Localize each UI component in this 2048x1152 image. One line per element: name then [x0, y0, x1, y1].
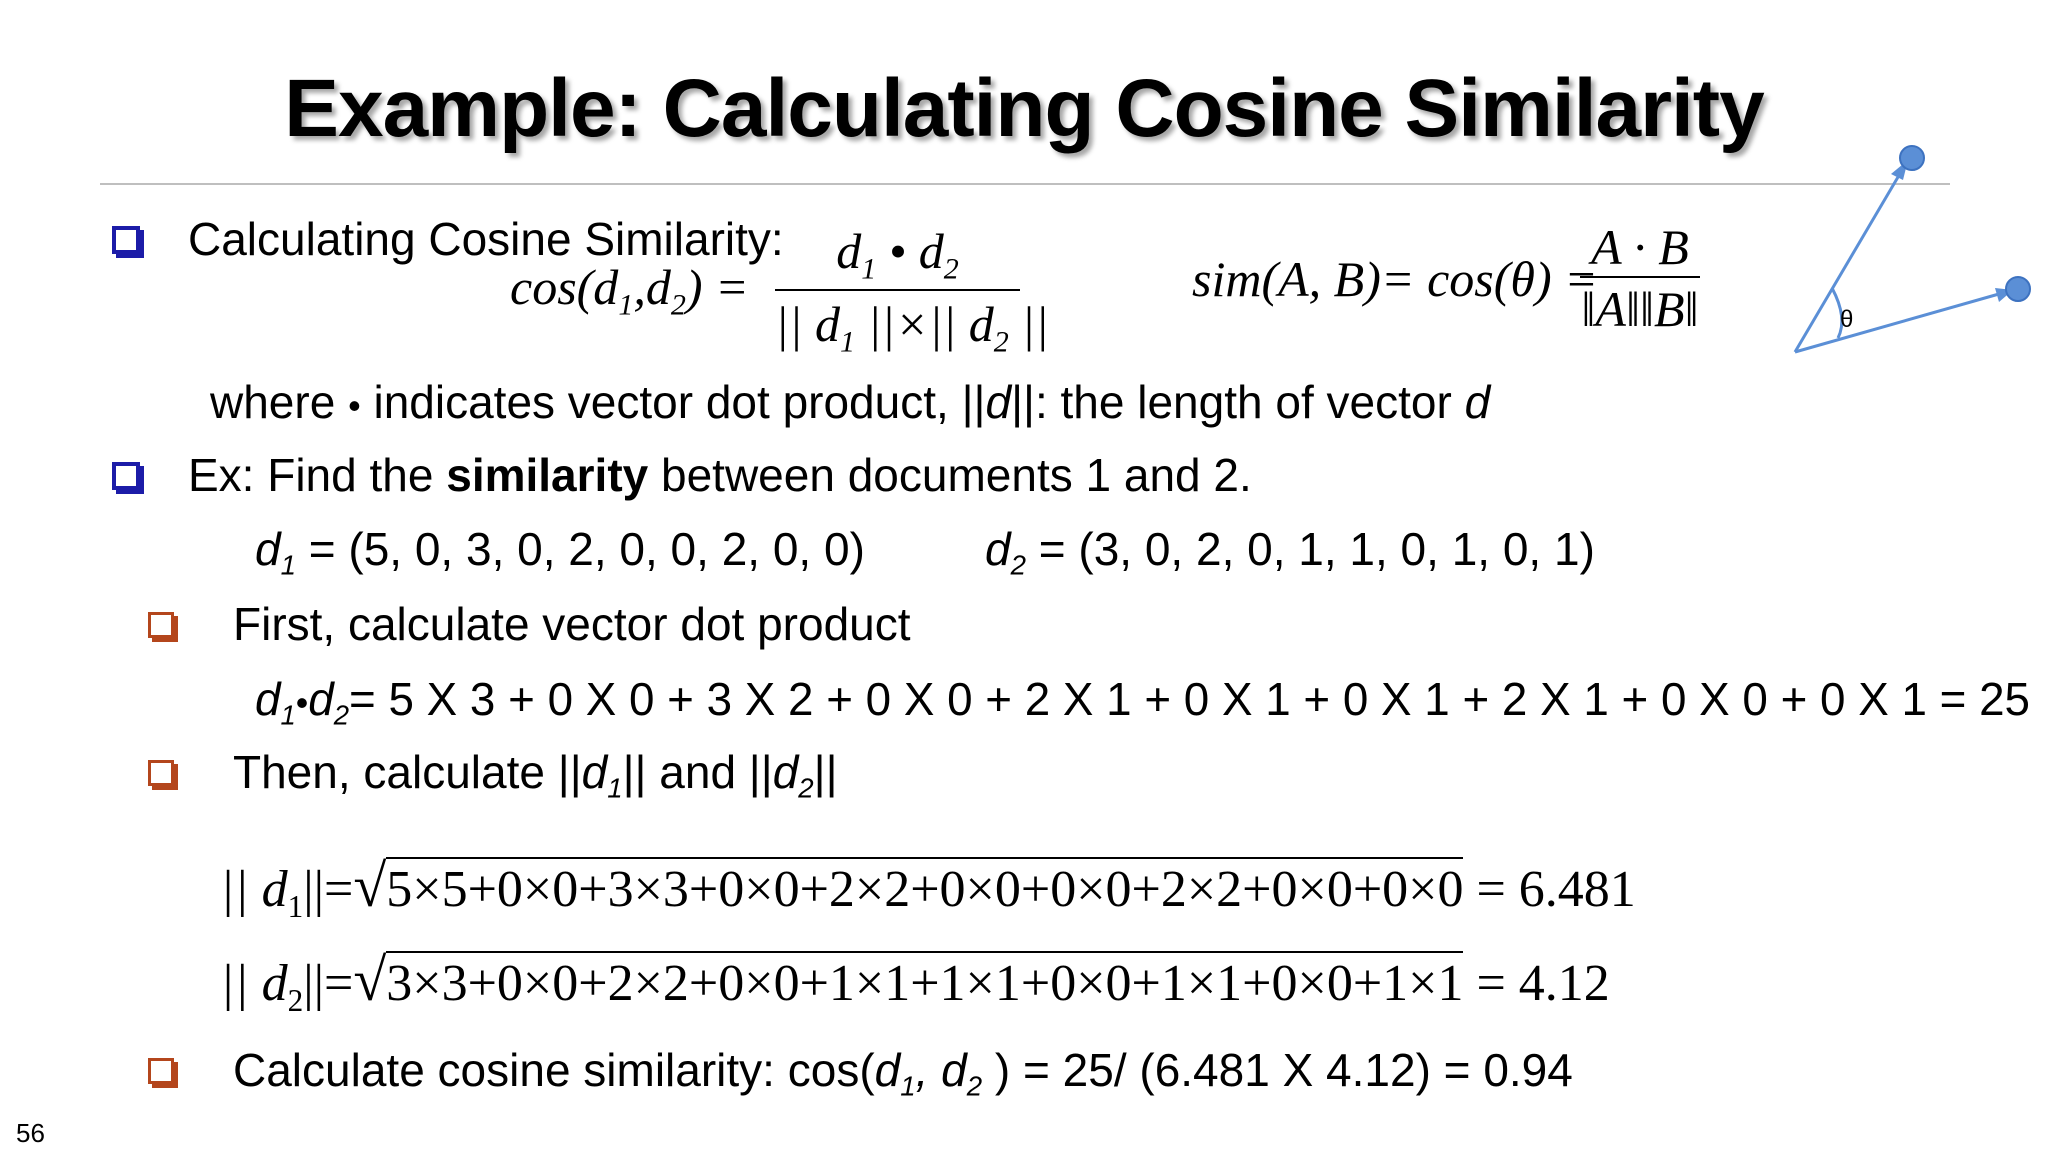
norm-d2-radicand: 3×3+0×0+2×2+0×0+1×1+1×1+0×0+1×1+0×0+1×1	[386, 951, 1463, 1012]
cosine-numerator: $d_1$ • $d_2$	[836, 223, 959, 286]
cosine-formula-fraction	[775, 222, 1049, 359]
d1-vector: $d_1 = (5$, 0, 3, 0, 2, 0, 0, 2, 0, 0)	[255, 523, 865, 581]
vector-a-endpoint	[1900, 146, 1924, 170]
norm-d1-equation: || $d_1||=√5\times 5+0\times 0+3\times 3+0\times 0+2\times 2+0\times 0+0\times 0+2\times 2+0\times 0+0\times 0 = 6.481$	[220, 853, 1636, 924]
norm-d1-radicand: 5×5+0×0+3×3+0×0+2×2+0×0+0×0+2×2+0×0+0×0	[386, 857, 1463, 918]
sim-numerator: A · B	[1591, 219, 1689, 275]
sim-denominator: ‖A‖‖B‖	[1580, 276, 1700, 338]
d2-vector: $d_2 = (3$, 0, 2, 0, 1, 1, 0, 1, 0, 1)	[985, 523, 1595, 581]
sim-formula-lhs: sim(A, B)= cos(θ) =	[1192, 251, 1598, 307]
norm-d1-result: = 6.481	[1476, 861, 1636, 918]
cos-lhs-d2: d	[645, 259, 671, 315]
title-divider	[100, 183, 1950, 185]
page-number: 56	[16, 1118, 45, 1148]
angle-label: θ	[1840, 306, 1854, 333]
cos-lhs-text: cos(d	[510, 259, 619, 315]
cosine-formula-lhs: $\cos(d_1,d_2)$ =	[510, 259, 749, 322]
cosine-denominator: || $d_1$ ||×|| $d_2$ ||	[775, 289, 1020, 360]
norm-d2-result: = 4.12	[1476, 955, 1610, 1012]
vector-b-endpoint	[2006, 277, 2030, 301]
cosine-result: Calculate cosine similarity: $\cos(d_1$, $d_2$ ) = 25/ (6.481 X 4.12) = 0.94	[233, 1044, 1573, 1102]
sim-formula-fraction	[1580, 218, 1700, 338]
where-explanation: where • indicates vector dot product, ||d||: the length of vector d	[210, 376, 1491, 428]
bullet-marker-5	[148, 1058, 174, 1084]
bullet-1-label: Calculating Cosine Similarity:	[188, 213, 784, 265]
slide-title: Example: Calculating Cosine Similarity	[284, 63, 1764, 154]
bullet-3-label: First, calculate vector dot product	[233, 598, 911, 650]
bullet-marker-3	[148, 612, 174, 638]
cos-lhs-sub2: 2	[670, 288, 686, 322]
bullet-marker-4	[148, 760, 174, 786]
norm-d2-equation: || $d_2||=√3\times 3+0\times 0+2\times 2+0\times 0+1\times 1+1\times 1+0\times 0+1\times 1+0\times 0+1\times 1 = 4.12$	[220, 947, 1610, 1018]
dot-product-expression: $d_1•d_2= 5$ X 3 + 0 X 0 + 3 X 2 + 0 X 0 + 2 X 1 + 0 X 1 + 0 X 1 + 2 X 1 + 0 X 0 + 0 X 1 = 25	[255, 673, 2031, 731]
vector-angle-diagram	[1770, 140, 2040, 370]
bullet-2-text: Ex: Find the similarity between documents 1 and 2.	[188, 449, 1252, 501]
bullet-4-label: Then, calculate $||d_1||$ and $||d_2||$	[233, 746, 838, 804]
cos-lhs-sub1: 1	[618, 288, 634, 322]
bullet-marker-2	[112, 462, 140, 490]
bullet-marker-1	[112, 226, 140, 254]
